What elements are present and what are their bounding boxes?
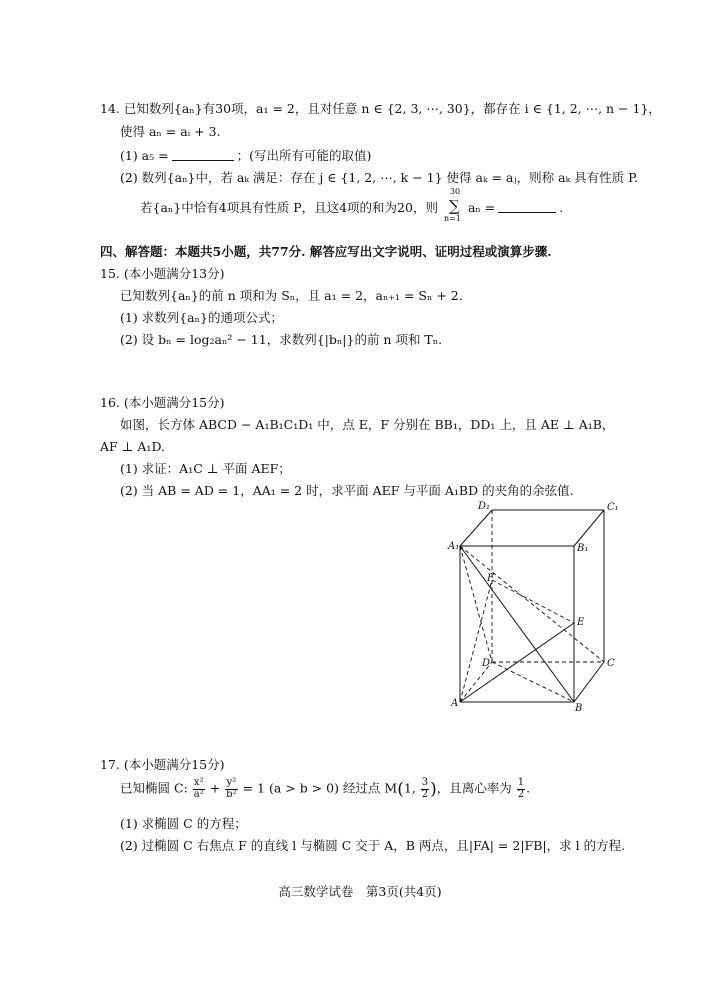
q15-header: 15. (本小题满分13分) xyxy=(100,266,225,281)
paren-open: ( xyxy=(397,779,404,800)
hidden-segment-f-e xyxy=(492,580,574,623)
q17-stem-mid2: ，且离心率为 xyxy=(436,780,512,796)
sigma-icon: ∑ xyxy=(448,197,460,215)
answer-blank xyxy=(498,201,556,213)
label-f: F xyxy=(487,573,494,584)
hidden-segment-a1-d xyxy=(460,546,492,662)
plus-sign: + xyxy=(209,780,221,796)
label-a: A xyxy=(451,698,459,709)
q17-stem-end: . xyxy=(526,780,531,796)
q14-part2-line2 xyxy=(140,187,564,223)
q14-part1-suffix: ；(写出所有可能的取值) xyxy=(236,148,372,163)
fraction-point-y: $\frac{3}{2}$ xyxy=(421,777,429,800)
q14-part2-line2-prefix: 若{aₙ}中恰有4项具有性质 P，且这4项的和为20，则 xyxy=(140,200,438,215)
q17-part2: (2) 过椭圆 C 右焦点 F 的直线 l 与椭圆 C 交于 A，B 两点，且|FA| = 2|FB|，求 l 的方程. xyxy=(120,838,626,853)
label-d: D xyxy=(482,658,491,669)
fraction-eccentricity: $\frac{1}{2}$ xyxy=(517,777,525,800)
paren-close: ) xyxy=(430,779,437,800)
label-d1: D₁ xyxy=(478,501,491,512)
q17-header: 17. (本小题满分15分) xyxy=(100,757,225,772)
q14-stem-line1: 已知数列{aₙ}有30项，a₁ = 2，且对任意 n ∈ {2, 3, ⋯, 30}，都存在 i ∈ {1, 2, ⋯, n − 1}， xyxy=(123,101,661,116)
point-x: 1, xyxy=(403,780,416,796)
q14-stem-line2: 使得 aₙ = aᵢ + 3. xyxy=(120,124,221,139)
q14-part2-end: . xyxy=(559,200,564,215)
q14-part1 xyxy=(120,149,371,163)
q16-part1: (1) 求证：A₁C ⊥ 平面 AEF； xyxy=(120,461,291,476)
label-b1: B₁ xyxy=(577,543,589,554)
q15-part1: (1) 求数列{aₙ}的通项公式； xyxy=(120,310,283,325)
summation-symbol xyxy=(443,187,466,223)
hidden-segment-d-b xyxy=(492,662,574,702)
label-e: E xyxy=(577,617,585,628)
edge-b-c xyxy=(574,662,604,702)
fraction-x2-a2: $\frac{\text{x²}}{\text{a²}}$ xyxy=(193,777,204,800)
q17-stem xyxy=(120,778,530,800)
label-a1: A₁ xyxy=(448,541,460,552)
q16-stem-line1: 如图，长方体 ABCD − A₁B₁C₁D₁ 中，点 E，F 分别在 BB₁，DD₁ 上，且 AE ⊥ A₁B， xyxy=(120,417,615,432)
q14-part1-prefix: (1) a₅ = xyxy=(120,148,169,163)
q16-part2: (2) 当 AB = AD = 1，AA₁ = 2 时，求平面 AEF 与平面 A₁BD 的夹角的余弦值. xyxy=(120,483,574,498)
sum-term: aₙ = xyxy=(467,200,496,215)
segment-a1-b xyxy=(460,546,574,702)
q14-line1 xyxy=(100,103,661,116)
segment-a-e xyxy=(460,623,574,702)
label-c: C xyxy=(607,658,615,669)
q14-number: 14. xyxy=(100,101,120,116)
answer-blank xyxy=(172,149,234,161)
q14-part2-line1: (2) 数列{aₙ}中，若 aₖ 满足：存在 j ∈ {1, 2, ⋯, k − 1} 使得 aₖ = aⱼ，则称 aₖ 具有性质 P. xyxy=(120,170,638,185)
q16-stem-line2: AF ⊥ A₁D. xyxy=(100,439,165,454)
page-footer: 高三数学试卷 第3页(共4页) xyxy=(278,884,442,899)
sum-upper: 30 xyxy=(449,187,461,196)
sum-lower: n=1 xyxy=(443,214,461,223)
edge-b1-c1 xyxy=(574,510,604,546)
q15-stem: 已知数列{aₙ}的前 n 项和为 Sₙ，且 a₁ = 2，aₙ₊₁ = Sₙ + 2. xyxy=(120,288,463,303)
edge-a1-d1 xyxy=(460,510,492,546)
section-heading: 四、解答题：本题共5小题，共77分. 解答应写出文字说明、证明过程或演算步骤. xyxy=(100,244,552,259)
q17-part1: (1) 求椭圆 C 的方程； xyxy=(120,816,247,831)
q16-header: 16. (本小题满分15分) xyxy=(100,395,225,410)
label-b: B xyxy=(575,703,583,714)
q17-stem-prefix: 已知椭圆 C: xyxy=(120,780,188,796)
cuboid-figure xyxy=(440,496,630,721)
q17-stem-mid: = 1 (a > b > 0) 经过点 M xyxy=(242,780,398,796)
label-c1: C₁ xyxy=(607,502,619,513)
fraction-y2-b2: $\frac{\text{y²}}{\text{b²}}$ xyxy=(226,777,237,800)
q15-part2: (2) 设 bₙ = log₂aₙ² − 11，求数列{|bₙ|}的前 n 项和 Tₙ. xyxy=(120,332,443,347)
